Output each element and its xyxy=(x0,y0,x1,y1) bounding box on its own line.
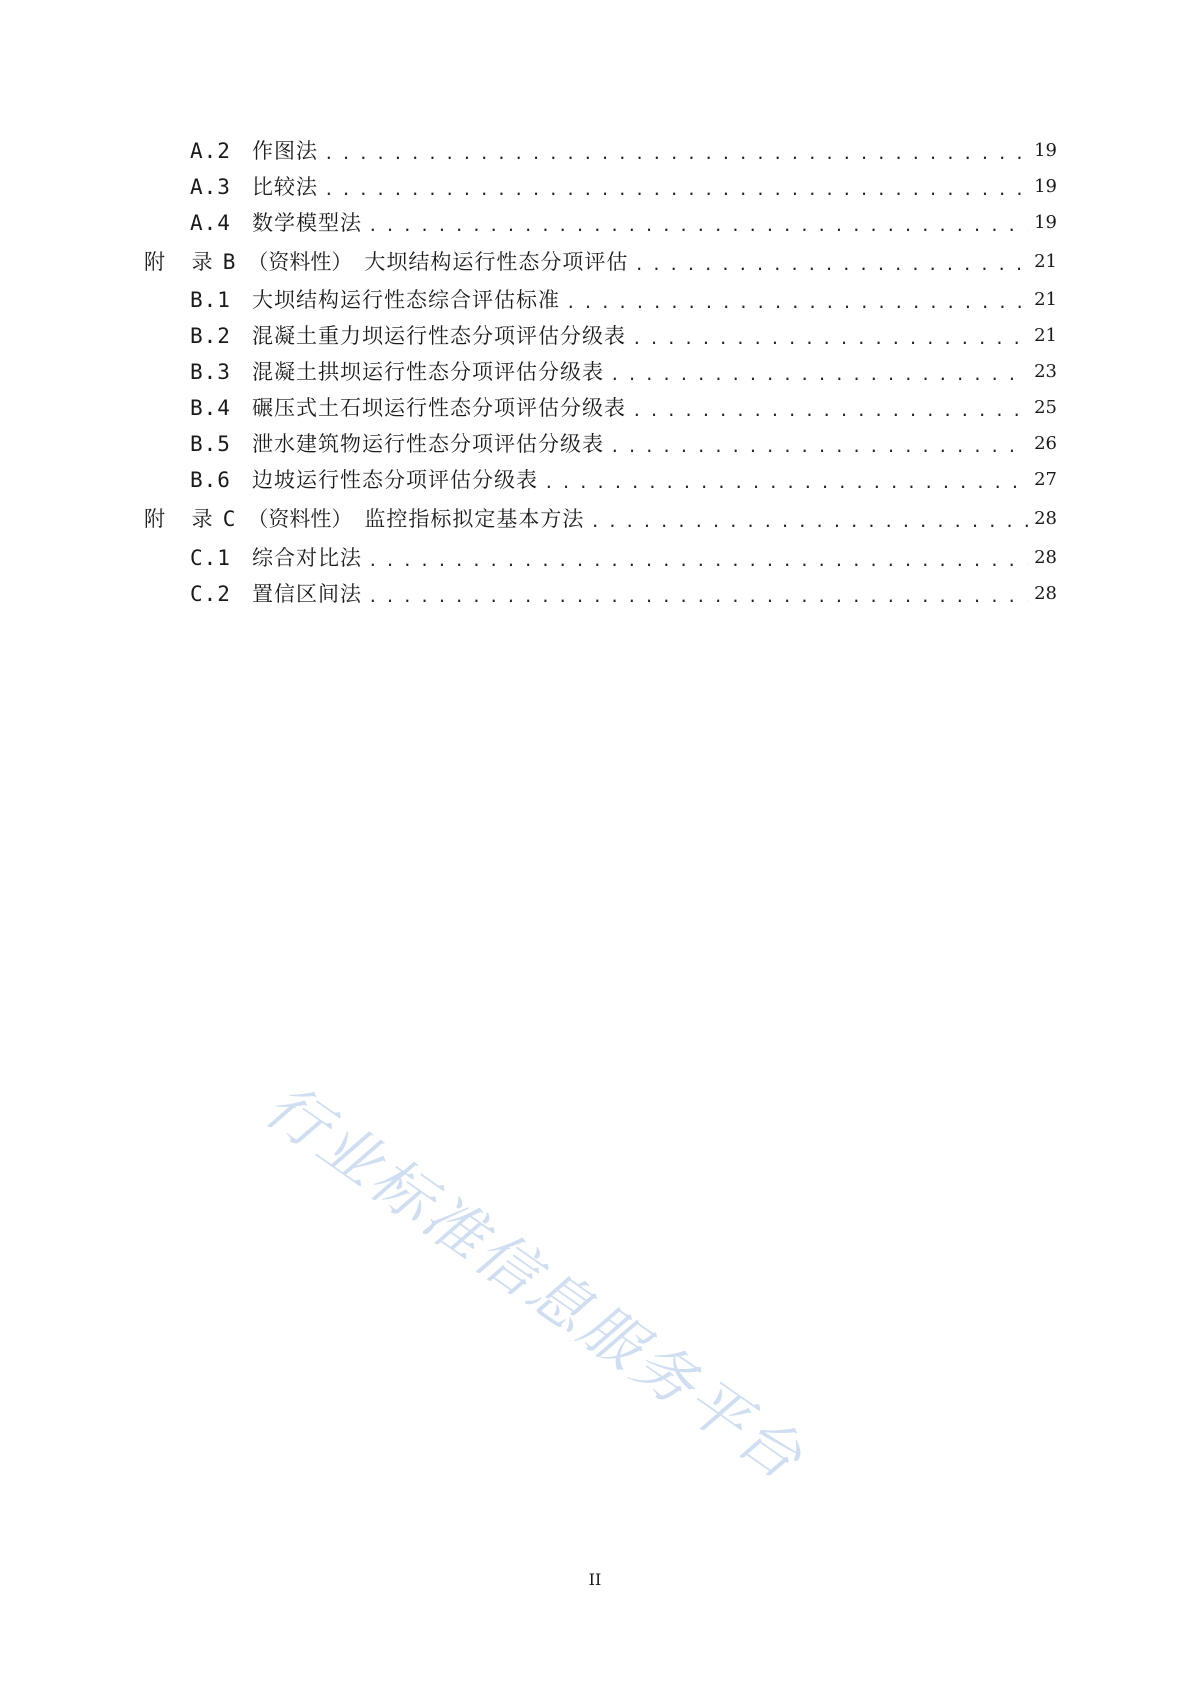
toc-entry-page: 19 xyxy=(1034,140,1057,161)
toc-leader-dots xyxy=(324,172,1028,202)
toc-leader-dots xyxy=(610,357,1028,387)
toc-appendix-letter: B xyxy=(222,250,236,274)
toc-entry-title: 比较法 xyxy=(252,175,318,199)
toc-leader-dots xyxy=(368,579,1028,609)
toc-leader-dots xyxy=(610,429,1028,459)
toc-leader-dots xyxy=(632,393,1028,423)
toc-entry-b4[interactable] xyxy=(190,393,1057,423)
toc-entry-number: A.3 xyxy=(190,175,231,199)
toc-leader-dots xyxy=(632,321,1028,351)
toc-entry-b5[interactable] xyxy=(190,429,1057,459)
toc-entry-page: 23 xyxy=(1034,361,1057,382)
toc-leader-dots xyxy=(368,208,1028,238)
watermark: 行业标准信息服务平台 xyxy=(252,1070,817,1496)
toc-leader-dots xyxy=(634,247,1028,277)
toc-entry-title: 混凝土重力坝运行性态分项评估分级表 xyxy=(252,324,626,348)
toc-appendix-type: （资料性） xyxy=(247,507,353,531)
toc-entry-title: 监控指标拟定基本方法 xyxy=(364,507,585,531)
toc-entry-page: 28 xyxy=(1034,583,1057,604)
toc-entry-number: B.5 xyxy=(190,432,231,456)
toc-leader-dots xyxy=(544,465,1028,495)
toc-leader-dots xyxy=(566,285,1028,315)
toc-entry-number: B.4 xyxy=(190,396,231,420)
toc-entry-page: 26 xyxy=(1034,433,1057,454)
toc-entry-appendix-b[interactable] xyxy=(144,247,1057,277)
toc-entry-appendix-c[interactable] xyxy=(144,504,1057,534)
toc-entry-a2[interactable] xyxy=(190,136,1057,166)
toc-entry-page: 28 xyxy=(1034,547,1057,568)
toc-entry-number: B.6 xyxy=(190,468,231,492)
toc-entry-a3[interactable] xyxy=(190,172,1057,202)
toc-entry-title: 作图法 xyxy=(252,139,318,163)
toc-appendix-letter: C xyxy=(222,507,236,531)
toc-entry-page: 21 xyxy=(1034,289,1057,310)
toc-entry-number: C.1 xyxy=(190,546,231,570)
toc-entry-title: 数学模型法 xyxy=(252,211,362,235)
toc-entry-b2[interactable] xyxy=(190,321,1057,351)
toc-entry-c1[interactable] xyxy=(190,543,1057,573)
toc-entry-b6[interactable] xyxy=(190,465,1057,495)
toc-entry-title: 综合对比法 xyxy=(252,546,362,570)
toc-entry-title: 置信区间法 xyxy=(252,582,362,606)
toc-entry-title: 大坝结构运行性态分项评估 xyxy=(364,250,629,274)
toc-entry-number: C.2 xyxy=(190,582,231,606)
toc-entry-page: 25 xyxy=(1034,397,1057,418)
toc-entry-number: A.2 xyxy=(190,139,231,163)
toc-entry-page: 28 xyxy=(1034,508,1057,529)
toc-entry-page: 21 xyxy=(1034,325,1057,346)
toc-entry-a4[interactable] xyxy=(190,208,1057,238)
toc-entry-title: 混凝土拱坝运行性态分项评估分级表 xyxy=(252,360,604,384)
toc-entry-title: 泄水建筑物运行性态分项评估分级表 xyxy=(252,432,604,456)
toc-appendix-label: 附 录 xyxy=(144,507,223,531)
toc-entry-c2[interactable] xyxy=(190,579,1057,609)
toc-entry-number: B.3 xyxy=(190,360,231,384)
toc-entry-title: 碾压式土石坝运行性态分项评估分级表 xyxy=(252,396,626,420)
toc-entry-page: 19 xyxy=(1034,176,1057,197)
toc-entry-number: B.2 xyxy=(190,324,231,348)
toc-entry-b3[interactable] xyxy=(190,357,1057,387)
page-number: II xyxy=(588,1570,602,1589)
toc-appendix-type: （资料性） xyxy=(247,250,353,274)
toc-leader-dots xyxy=(590,504,1028,534)
toc-appendix-label: 附 录 xyxy=(144,250,223,274)
toc-entry-page: 21 xyxy=(1034,251,1057,272)
toc-entry-b1[interactable] xyxy=(190,285,1057,315)
toc-leader-dots xyxy=(368,543,1028,573)
toc-entry-number: A.4 xyxy=(190,211,231,235)
toc-entry-number: B.1 xyxy=(190,288,231,312)
toc-entry-title: 大坝结构运行性态综合评估标准 xyxy=(252,288,560,312)
toc-entry-page: 27 xyxy=(1034,469,1057,490)
toc-entry-page: 19 xyxy=(1034,212,1057,233)
toc-leader-dots xyxy=(324,136,1028,166)
toc-entry-title: 边坡运行性态分项评估分级表 xyxy=(252,468,538,492)
